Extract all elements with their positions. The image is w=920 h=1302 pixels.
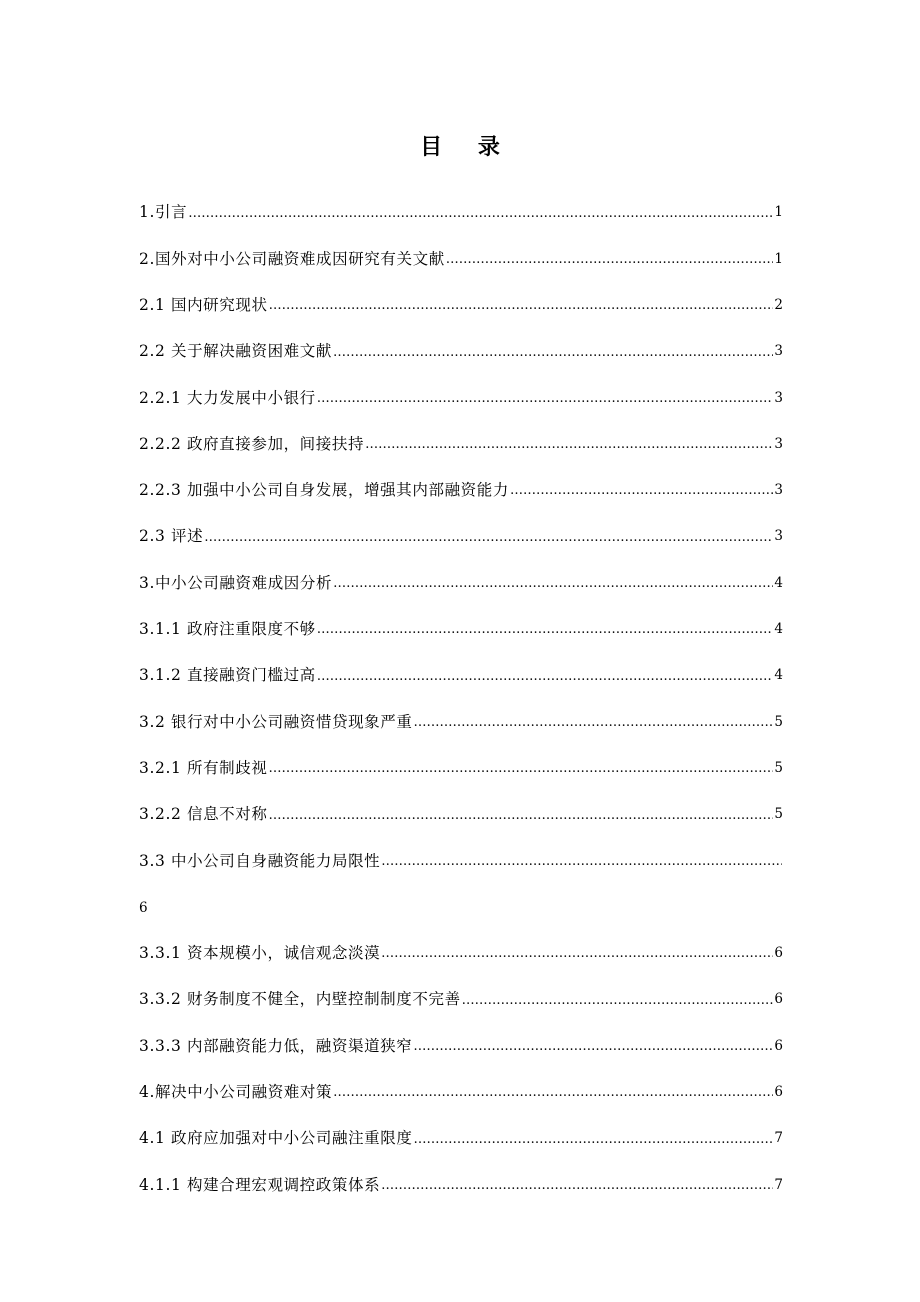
toc-dot-leader: [446, 253, 774, 266]
toc-entry[interactable]: [139, 468, 783, 514]
toc-entry-page: 4: [774, 621, 783, 638]
toc-entry[interactable]: [139, 931, 783, 977]
toc-entry-label: 1.引言: [139, 203, 188, 222]
toc-entry[interactable]: [139, 607, 783, 653]
toc-entry[interactable]: [139, 838, 783, 884]
toc-dot-leader: [462, 994, 774, 1007]
toc-entry-label: 2.2.3 加强中小公司自身发展，增强其内部融资能力: [139, 481, 509, 500]
toc-entry[interactable]: [139, 1070, 783, 1116]
toc-entry[interactable]: [139, 514, 783, 560]
toc-dot-leader: [204, 531, 773, 544]
toc-entry[interactable]: [139, 375, 783, 421]
toc-dot-leader: [269, 299, 774, 312]
toc-entry-page: 5: [774, 713, 783, 730]
toc-entry[interactable]: [139, 190, 783, 236]
toc-dot-leader: [413, 1040, 773, 1053]
toc-dot-leader: [333, 1086, 773, 1099]
toc-dot-leader: [381, 947, 773, 960]
toc-entry-wrapped-page: 6: [139, 899, 148, 916]
toc-entry[interactable]: [139, 699, 783, 745]
toc-entry-label: 4.解决中小公司融资难对策: [139, 1083, 333, 1102]
toc-entry-label: 3.1.1 政府注重限度不够: [139, 620, 316, 639]
toc-entry-label: 3.2.2 信息不对称: [139, 805, 268, 824]
toc-entry[interactable]: [139, 560, 783, 606]
toc-dot-leader: [381, 855, 782, 868]
toc-entry-page: 4: [774, 667, 783, 684]
toc-entry-page: 1: [774, 204, 783, 221]
toc-entry-label: 3.2.1 所有制歧视: [139, 758, 268, 777]
toc-dot-leader: [365, 438, 773, 451]
toc-entry[interactable]: [139, 653, 783, 699]
toc-entry-label: 3.3.2 财务制度不健全，内壁控制制度不完善: [139, 990, 461, 1009]
toc-entry-label: 3.3.3 内部融资能力低，融资渠道狭窄: [139, 1036, 413, 1055]
toc-entry[interactable]: [139, 792, 783, 838]
toc-entry-label: 3.2 银行对中小公司融资惜贷现象严重: [139, 712, 413, 731]
toc-entry[interactable]: [139, 977, 783, 1023]
toc-entry-page: 3: [774, 528, 783, 545]
toc-entry-label: 4.1 政府应加强对中小公司融注重限度: [139, 1129, 413, 1148]
toc-dot-leader: [317, 623, 774, 636]
toc-entry[interactable]: [139, 1116, 783, 1162]
toc-entry[interactable]: [139, 1162, 783, 1208]
toc-dot-leader: [333, 346, 773, 359]
toc-entry-page: 3: [774, 389, 783, 406]
toc-entry-page: 7: [774, 1176, 783, 1193]
toc-entry-label: 3.1.2 直接融资门槛过高: [139, 666, 316, 685]
toc-entry-page: 5: [774, 759, 783, 776]
toc-entry[interactable]: [139, 746, 783, 792]
toc-entry-page: 5: [774, 806, 783, 823]
toc-dot-leader: [268, 762, 773, 775]
toc-entry-label: 3.3 中小公司自身融资能力局限性: [139, 851, 381, 870]
toc-entry-page: 7: [774, 1130, 783, 1147]
toc-entry[interactable]: [139, 283, 783, 329]
toc-entry-label: 2.2 关于解决融资困难文献: [139, 342, 332, 361]
toc-entry-page: 6: [774, 1037, 783, 1054]
toc-dot-leader: [188, 207, 773, 220]
toc-entry-page: 3: [774, 343, 783, 360]
toc-dot-leader: [317, 670, 774, 683]
toc-entry[interactable]: [139, 1023, 783, 1069]
toc-entry-label: 2.1 国内研究现状: [139, 295, 268, 314]
toc-entry-label: 2.2.1 大力发展中小银行: [139, 388, 316, 407]
toc-list: [139, 190, 783, 1209]
toc-entry-label: 2.3 评述: [139, 527, 204, 546]
toc-entry-page: 6: [774, 991, 783, 1008]
toc-entry-label: 2.国外对中小公司融资难成因研究有关文献: [139, 249, 445, 268]
toc-dot-leader: [381, 1179, 773, 1192]
toc-entry-label: 2.2.2 政府直接参加，间接扶持: [139, 434, 365, 453]
toc-dot-leader: [510, 484, 773, 497]
toc-entry-page: 2: [774, 296, 783, 313]
toc-entry-page: 4: [774, 574, 783, 591]
toc-entry[interactable]: [139, 421, 783, 467]
toc-entry-page: 3: [774, 435, 783, 452]
toc-title: 目 录: [420, 135, 514, 160]
toc-entry-label: 3.3.1 资本规模小，诚信观念淡漠: [139, 944, 381, 963]
toc-entry-page: 6: [774, 1084, 783, 1101]
toc-dot-leader: [413, 1133, 773, 1146]
toc-dot-leader: [333, 577, 773, 590]
toc-dot-leader: [268, 809, 773, 822]
toc-entry[interactable]: [139, 329, 783, 375]
toc-dot-leader: [413, 716, 773, 729]
toc-entry-page: 3: [774, 482, 783, 499]
toc-entry-page: 1: [774, 250, 783, 267]
toc-entry[interactable]: [139, 236, 783, 282]
toc-entry-label: 4.1.1 构建合理宏观调控政策体系: [139, 1175, 381, 1194]
toc-dot-leader: [317, 392, 774, 405]
toc-entry-page: 6: [774, 945, 783, 962]
toc-entry-label: 3.中小公司融资难成因分析: [139, 573, 333, 592]
